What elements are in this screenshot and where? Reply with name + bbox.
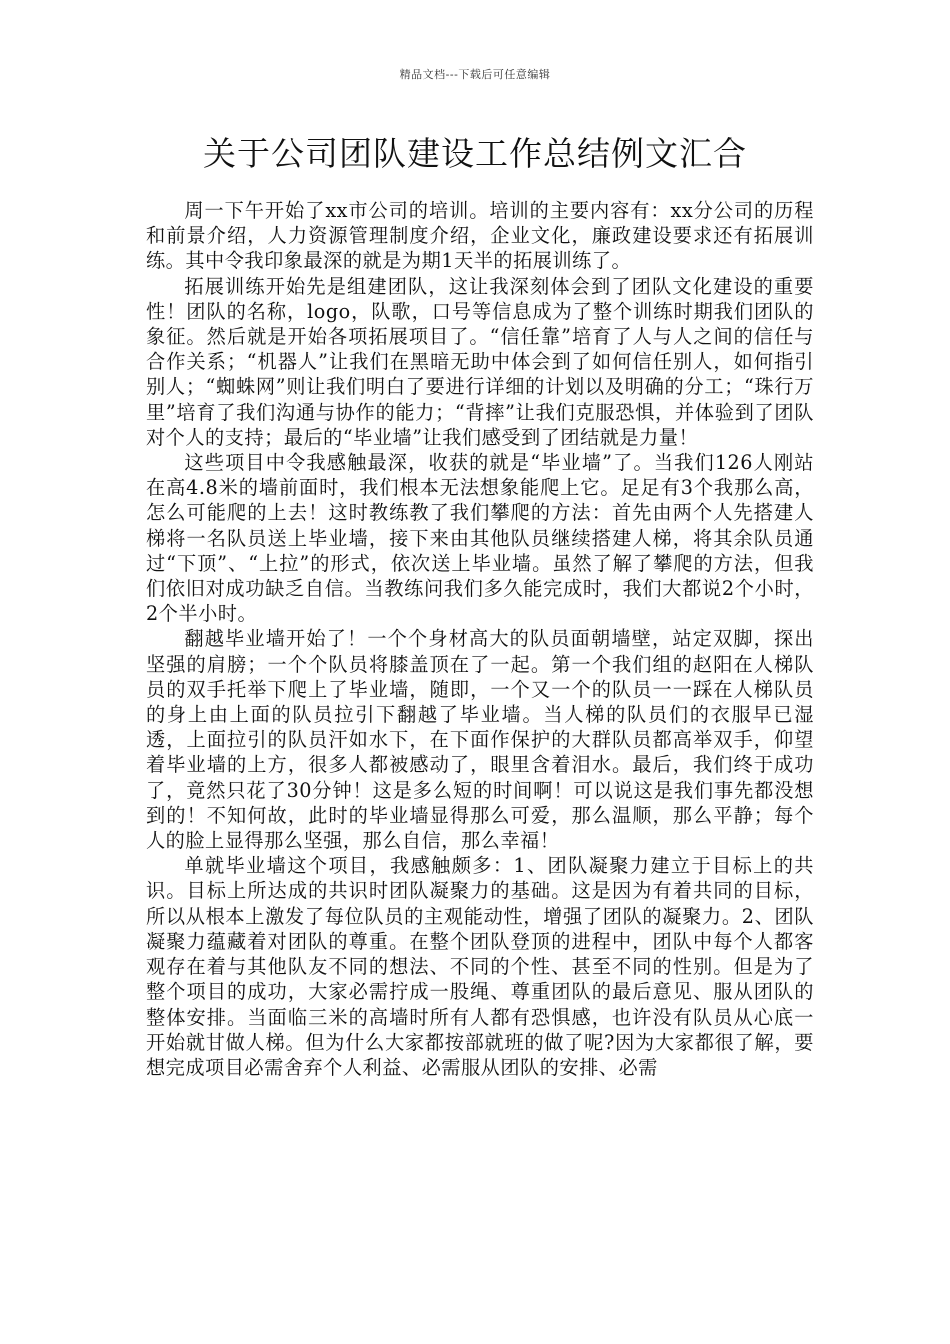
page-header: 精品文档---下载后可任意编辑 <box>399 68 551 81</box>
document-body <box>146 198 814 1080</box>
body-paragraph: 拓展训练开始先是组建团队，这让我深刻体会到了团队文化建设的重要性！团队的名称，logo，队歌，口号等信息成为了整个训练时期我们团队的象征。然后就是开始各项拓展项目了。“信任靠”培育了人与人之间的信任与合作关系；“机器人”让我们在黑暗无助中体会到了如何信任别人，如何指引别人；“蜘蛛网”则让我们明白了要进行详细的计划以及明确的分工；“珠行万里”培育了我们沟通与协作的能力；“背摔”让我们克服恐惧，并体验到了团队对个人的支持；最后的“毕业墙”让我们感受到了团结就是力量！ <box>146 274 814 449</box>
body-paragraph: 翻越毕业墙开始了！一个个身材高大的队员面朝墙壁，站定双脚，探出坚强的肩膀；一个个队员将膝盖顶在了一起。第一个我们组的赵阳在人梯队员的双手托举下爬上了毕业墙，随即，一个又一个的队员一一踩在人梯队员的身上由上面的队员拉引下翻越了毕业墙。当人梯的队员们的衣服早已湿透，上面拉引的队员汗如水下，在下面作保护的大群队员都高举双手，仰望着毕业墙的上方，很多人都被感动了，眼里含着泪水。最后，我们终于成功了，竟然只花了30分钟！这是多么短的时间啊！可以说这是我们事先都没想到的！不知何故，此时的毕业墙显得那么可爱，那么温顺，那么平静；每个人的脸上显得那么坚强，那么自信，那么幸福！ <box>146 627 814 853</box>
body-paragraph: 周一下午开始了xx市公司的培训。培训的主要内容有：xx分公司的历程和前景介绍，人力资源管理制度介绍，企业文化，廉政建设要求还有拓展训练。其中令我印象最深的就是为期1天半的拓展训练了。 <box>146 199 814 273</box>
document-title: 关于公司团队建设工作总结例文汇合 <box>203 134 747 173</box>
body-paragraph: 单就毕业墙这个项目，我感触颇多：1、团队凝聚力建立于目标上的共识。目标上所达成的共识时团队凝聚力的基础。这是因为有着共同的目标，所以从根本上激发了每位队员的主观能动性，增强了团队的凝聚力。2、团队凝聚力蕴藏着对团队的尊重。在整个团队登顶的进程中，团队中每个人都客观存在着与其他队友不同的想法、不同的个性、甚至不同的性别。但是为了整个项目的成功，大家必需拧成一股绳、尊重团队的最后意见、服从团队的整体安排。当面临三米的高墙时所有人都有恐惧感，也许没有队员从心底一开始就甘做人梯。但为什么大家都按部就班的做了呢?因为大家都很了解，要想完成项目必需舍弃个人利益、必需服从团队的安排、必需 <box>146 854 814 1079</box>
body-paragraph: 这些项目中令我感触最深，收获的就是“毕业墙”了。当我们126人刚站在高4.8米的墙前面时，我们根本无法想象能爬上它。足足有3个我那么高，怎么可能爬的上去！这时教练教了我们攀爬的方法：首先由两个人先搭建人梯将一名队员送上毕业墙，接下来由其他队员继续搭建人梯，将其余队员通过“下顶”、“上拉”的形式，依次送上毕业墙。虽然了解了攀爬的方法，但我们依旧对成功缺乏自信。当教练问我们多久能完成时，我们大都说2个小时，2个半小时。 <box>146 451 814 626</box>
